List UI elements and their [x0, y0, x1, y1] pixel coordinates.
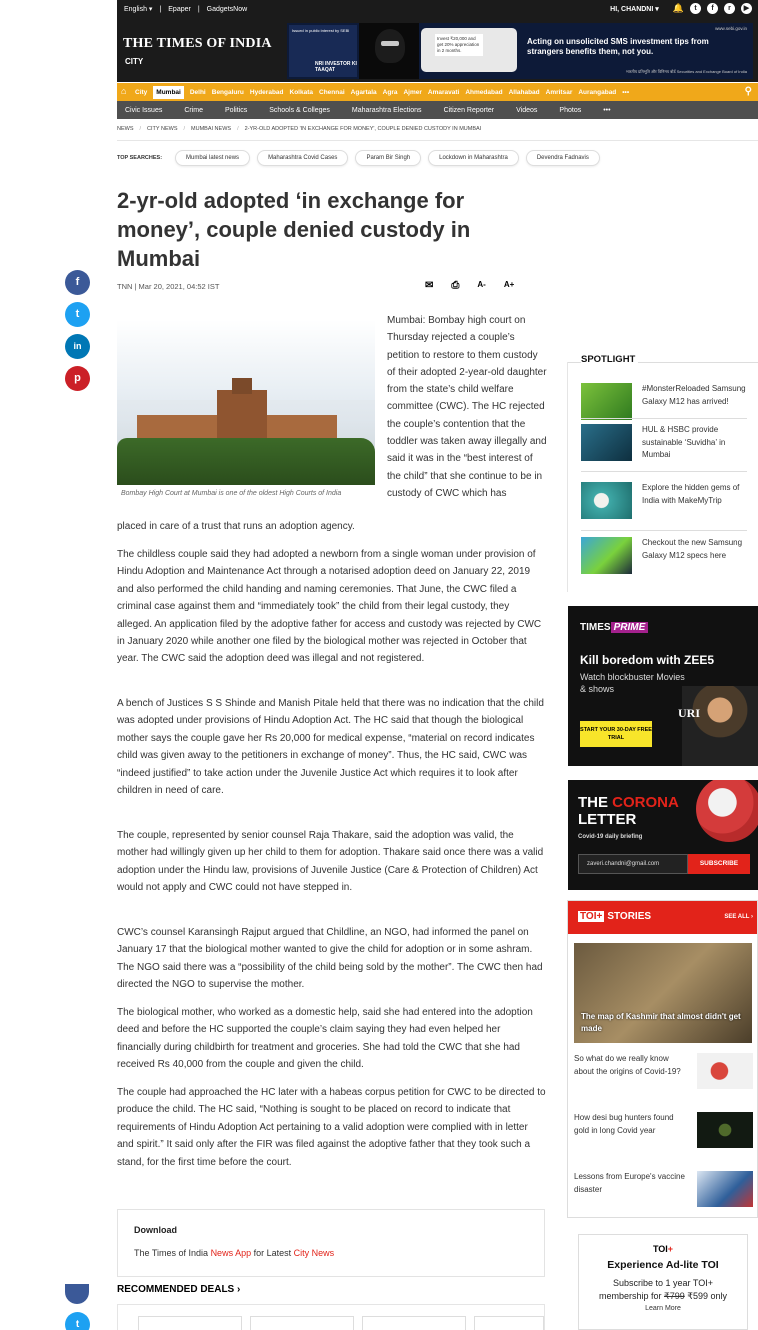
facebook-share-icon[interactable]: f — [65, 270, 90, 295]
ad-thief-image — [359, 23, 419, 79]
breadcrumb-item[interactable]: CITY NEWS — [147, 126, 178, 132]
city-nav-item[interactable]: ••• — [622, 88, 630, 96]
city-nav-item[interactable]: Bengaluru — [211, 88, 244, 96]
recommended-deals-heading[interactable]: RECOMMENDED DEALS › — [117, 1284, 241, 1295]
section-nav-item[interactable]: Schools & Colleges — [269, 106, 330, 114]
section-nav-item[interactable]: Politics — [225, 106, 248, 114]
section-nav-item[interactable]: Maharashtra Elections — [351, 106, 422, 114]
facebook-icon[interactable]: f — [707, 3, 718, 14]
ad-headline: Acting on unsolicited SMS investment tips from strangers benefits them, not you. — [527, 37, 709, 56]
learn-more-link[interactable]: Learn More — [645, 1305, 681, 1312]
gadgetsnow-link[interactable]: GadgetsNow — [206, 5, 248, 13]
ad-url: www.sebi.gov.in — [715, 26, 747, 31]
phone-thumbnail — [581, 537, 632, 574]
top-search-pill[interactable]: Devendra Fadnavis — [526, 150, 600, 166]
stories-hero-caption: The map of Kashmir that almost didn't get made — [581, 1012, 741, 1033]
deal-card[interactable] — [362, 1316, 466, 1330]
epaper-link[interactable]: Epaper — [168, 5, 191, 13]
divider — [117, 140, 758, 141]
pinterest-share-icon[interactable]: p — [65, 366, 90, 391]
city-nav-item[interactable]: Aurangabad — [578, 88, 617, 96]
section-nav — [117, 101, 758, 119]
spotlight-item-text: Explore the hidden gems of India with MakeMyTrip — [642, 483, 740, 505]
article-image[interactable] — [117, 320, 375, 485]
breadcrumb-item[interactable]: NEWS — [117, 126, 134, 132]
separator: | — [159, 5, 162, 13]
travel-thumbnail — [581, 482, 632, 519]
divider — [581, 471, 747, 472]
facebook-share-icon-sticky[interactable] — [65, 1284, 89, 1304]
free-trial-button[interactable]: START YOUR 30-DAY FREE TRIAL — [580, 721, 652, 747]
section-nav-item[interactable]: Citizen Reporter — [443, 106, 495, 114]
twitter-share-icon[interactable]: t — [65, 302, 90, 327]
city-nav-item[interactable]: Mumbai — [153, 86, 184, 99]
virus-thumbnail — [697, 1053, 753, 1089]
article-lead: Mumbai: Bombay high court on Thursday rejected a couple’s petition to restore to them custody of their adopted 2-year-old daughter from the state’s child welfare committee (CWC). The HC rejected the couple’s contention that the toddler was taken away illegally and said it was in the “best interest of the child” that she continue to be in custody of CWC which has — [387, 315, 547, 499]
building-thumbnail — [581, 424, 632, 461]
movie-poster-image — [682, 686, 758, 766]
masthead — [117, 19, 758, 82]
toi-plus-logo: TOI+ — [652, 1244, 674, 1254]
corona-letter-title: THE CORONA LETTER — [578, 794, 679, 828]
section-nav-item[interactable]: Videos — [516, 106, 538, 114]
times-prime-ad[interactable] — [568, 606, 758, 766]
ad-sms-text: Invest ₹20,000 and get 20% appreciation in 2 months. — [435, 34, 483, 56]
city-nav-item[interactable]: Allahabad — [508, 88, 540, 96]
youtube-icon[interactable]: ▶ — [741, 3, 752, 14]
article-paragraph: CWC’s counsel Karansingh Rajput argued that Childline, an NGO, had informed the panel on January 17 that the biological mother wanted to give the child for adoption or in some ashram. The NGO said there was a “possibility of the child being sold by the mother”. The CWC then had directed the NGO to supervise the mother. — [117, 927, 543, 991]
home-icon[interactable]: ⌂ — [121, 86, 127, 96]
city-nav-item[interactable]: Agra — [382, 88, 398, 96]
deal-card[interactable] — [250, 1316, 354, 1330]
spotlight-heading: SPOTLIGHT — [581, 354, 638, 365]
section-nav-item[interactable]: Civic Issues — [125, 106, 163, 114]
download-text — [134, 1248, 334, 1258]
movie-title: URI — [678, 706, 701, 720]
sebi-ad-line: Issued in public interest by SEBI — [292, 28, 350, 33]
divider — [567, 362, 568, 592]
section-nav-item[interactable]: Crime — [184, 106, 204, 114]
download-app-box — [117, 1209, 545, 1277]
article-lead-continued: placed in care of a trust that runs an adoption agency. — [117, 521, 355, 532]
sebi-ad-banner[interactable] — [287, 23, 753, 79]
twitter-icon[interactable]: t — [690, 3, 701, 14]
download-prefix: The Times of India — [134, 1248, 209, 1258]
spotlight-item[interactable] — [581, 537, 747, 577]
sebi-campaign: NRI INVESTOR KI TAAQAT — [315, 61, 357, 73]
spotlight-item[interactable] — [581, 424, 747, 464]
samsung-thumbnail — [581, 383, 632, 420]
download-title: Download — [134, 1225, 177, 1235]
top-search-pill[interactable]: Maharashtra Covid Cases — [257, 150, 348, 166]
top-search-pill[interactable]: Lockdown in Maharashtra — [428, 150, 519, 166]
city-nav-items — [135, 83, 629, 101]
breadcrumb-item: 2-YR-OLD ADOPTED 'IN EXCHANGE FOR MONEY', COUPLE DENIED CUSTODY IN MUMBAI — [244, 126, 482, 132]
spotlight-item-text: HUL & HSBC provide sustainable ‘Suvidha’ in Mumbai — [642, 425, 726, 459]
stories-header — [568, 901, 757, 934]
top-search-pill[interactable]: Param Bir Singh — [355, 150, 421, 166]
story-title: How desi bug hunters found gold in long Covid year — [574, 1113, 674, 1135]
prime-ad-headline: Kill boredom with ZEE5 — [580, 653, 715, 667]
email-input[interactable]: zaveri.chandni@gmail.com — [578, 854, 688, 874]
image-caption: Bombay High Court at Mumbai is one of the oldest High Courts of India — [121, 490, 342, 497]
breadcrumb-separator: / — [139, 126, 142, 132]
spotlight-item[interactable] — [581, 482, 747, 522]
city-nav — [117, 83, 758, 101]
city-nav-item[interactable]: Hyderabad — [249, 88, 284, 96]
adlite-promo[interactable] — [578, 1234, 748, 1330]
stories-logo: TOI+ STORIES — [580, 911, 652, 922]
deal-card[interactable] — [138, 1316, 242, 1330]
top-search-pill[interactable]: Mumbai latest news — [175, 150, 250, 166]
city-nav-item[interactable]: Ajmer — [403, 88, 422, 96]
spotlight-item-text: Checkout the new Samsung Galaxy M12 specs here — [642, 538, 743, 560]
section-nav-item[interactable]: Photos — [559, 106, 582, 114]
top-bar — [117, 0, 758, 19]
deal-card[interactable] — [474, 1316, 544, 1330]
city-nav-item[interactable]: Agartala — [350, 88, 377, 96]
article-paragraph: The couple, represented by senior counsel Raja Thakare, said the adoption was valid, the mother had willingly given up her child to them for adoption. Thakare said once there was a valid adoption under the Hindu law, provisions of Juvenile Justice (Care & Protection of Children) Act would not apply and CWC could not have stepped in. — [117, 830, 544, 894]
twitter-share-icon-sticky[interactable]: t — [65, 1312, 90, 1330]
section-name: CITY — [125, 57, 144, 66]
ad-footer: भारतीय प्रतिभूति और विनिमय बोर्ड Securities and Exchange Board of India — [625, 69, 747, 74]
divider — [581, 418, 747, 419]
article-byline: TNN | Mar 20, 2021, 04:52 IST — [117, 282, 220, 291]
city-news-link[interactable]: City News — [293, 1248, 335, 1258]
breadcrumb-separator: / — [237, 126, 239, 132]
article-tools — [425, 280, 514, 291]
user-menu[interactable]: HI, CHANDNI ▾ — [610, 5, 659, 13]
prime-ad-subtext: Watch blockbuster Movies & shows — [580, 672, 685, 694]
story-item[interactable] — [574, 1053, 752, 1093]
story-title: Lessons from Europe's vaccine disaster — [574, 1172, 685, 1194]
adlite-headline: Experience Ad-lite TOI — [607, 1259, 719, 1271]
city-nav-item[interactable]: Ahmedabad — [465, 88, 503, 96]
spotlight-item-text: #MonsterReloaded Samsung Galaxy M12 has arrived! — [642, 384, 746, 406]
breadcrumb — [117, 126, 481, 132]
stories-hero[interactable] — [574, 943, 752, 1043]
breadcrumb-separator: / — [183, 126, 186, 132]
corona-letter-subtitle: Covid-19 daily briefing — [578, 834, 643, 840]
virus-icon — [696, 780, 758, 842]
spotlight-item[interactable] — [581, 383, 747, 423]
adlite-offer: Subscribe to 1 year TOI+ membership for ₹799 ₹599 only — [598, 1278, 728, 1301]
email-icon[interactable]: ✉ — [425, 280, 434, 291]
news-app-link[interactable]: News App — [210, 1248, 252, 1258]
article-headline: 2-yr-old adopted ‘in exchange for money’, couple denied custody in Mumbai — [117, 188, 471, 271]
toi-plus-stories — [567, 900, 758, 1218]
city-nav-item[interactable]: Amritsar — [545, 88, 573, 96]
font-increase-button[interactable]: A+ — [503, 280, 515, 289]
sebi-ad-block — [289, 25, 357, 77]
subscribe-button[interactable]: SUBSCRIBE — [688, 854, 750, 874]
print-icon[interactable]: ⎙ — [451, 280, 460, 291]
article-paragraph: The biological mother, who worked as a domestic help, said she had entered into the adoption deed and before the HC supported the couple’s claim saying they had even helped her financially during childbirth for treatment and groceries. She had told the CWC that she had received Rs 40,000 from the couple and given the child. — [117, 1007, 533, 1071]
top-searches-label: TOP SEARCHES: — [117, 155, 163, 161]
font-decrease-button[interactable]: A- — [477, 280, 486, 289]
story-title: So what do we really know about the origins of Covid-19? — [574, 1054, 681, 1076]
search-icon[interactable]: ⚲ — [744, 86, 752, 97]
bell-icon[interactable]: 🔔 — [672, 3, 684, 13]
top-searches — [117, 150, 600, 166]
divider — [581, 530, 747, 531]
article-paragraph: The couple had approached the HC later with a habeas corpus petition for CWC to be directed to produce the child. The HC said, “Nothing is sought to be placed on record to indicate that requirements of Hindu Adoption Act pertaining to a valid adoption were complied with in letter and spirit.” It said only after the FIR was filed against the adoptive father that they took such a stand, for the first time before the court. — [117, 1087, 546, 1168]
corona-letter-widget — [568, 780, 758, 890]
story-item[interactable] — [574, 1171, 752, 1211]
city-nav-item[interactable]: Kolkata — [289, 88, 313, 96]
section-nav-items — [125, 101, 611, 119]
bug-thumbnail — [697, 1112, 753, 1148]
language-selector[interactable]: English ▾ — [124, 6, 153, 13]
story-item[interactable] — [574, 1112, 752, 1152]
download-mid: for Latest — [253, 1248, 292, 1258]
separator: | — [197, 5, 200, 13]
city-nav-item[interactable]: Chennai — [319, 88, 345, 96]
city-nav-item[interactable]: Delhi — [189, 88, 206, 96]
times-prime-logo: TIMES PRIME — [580, 622, 648, 633]
rss-icon[interactable]: r — [724, 3, 735, 14]
article-paragraph: The childless couple said they had adopted a newborn from a single woman under provision of Hindu Adoption and Maintenance Act through a notarised adoption deed on January 22, 2019 and also performed the child handing and naming ceremonies. That June, the CWC filed a criminal case against them and “immediately took” the child from their legal custody, they alleged. An application filed by the adoptive father for access and custody was rejected by CWC in January 2020 while another one filed by the biological mother was rejected in October that year. The CWC said the adoption deed was illegal and not registered. — [117, 549, 542, 665]
city-nav-item[interactable]: Amaravati — [427, 88, 460, 96]
article-paragraph: A bench of Justices S S Shinde and Manish Pitale held that there was no indication that the child was adopted under provisions of Hindu Adoption Act. The HC said that though the biological mother says the couple gave her Rs 20,000 for medical expense, “material on record indicates child was given away to the petitioners in exchange of money”. Thus, the HC said, CWC was “indeed justified” to take action under the Juvenile Justice Act which requires it to look after children in need of care. — [117, 698, 544, 797]
section-nav-item[interactable]: ••• — [603, 106, 611, 114]
city-nav-item[interactable]: City — [135, 88, 148, 96]
vaccine-thumbnail — [697, 1171, 753, 1207]
ad-phone-image — [421, 28, 517, 72]
breadcrumb-item[interactable]: MUMBAI NEWS — [191, 126, 232, 132]
linkedin-share-icon[interactable]: in — [65, 334, 90, 359]
site-logo[interactable]: THE TIMES OF INDIA — [123, 36, 272, 51]
see-all-link[interactable]: SEE ALL › — [724, 914, 753, 920]
